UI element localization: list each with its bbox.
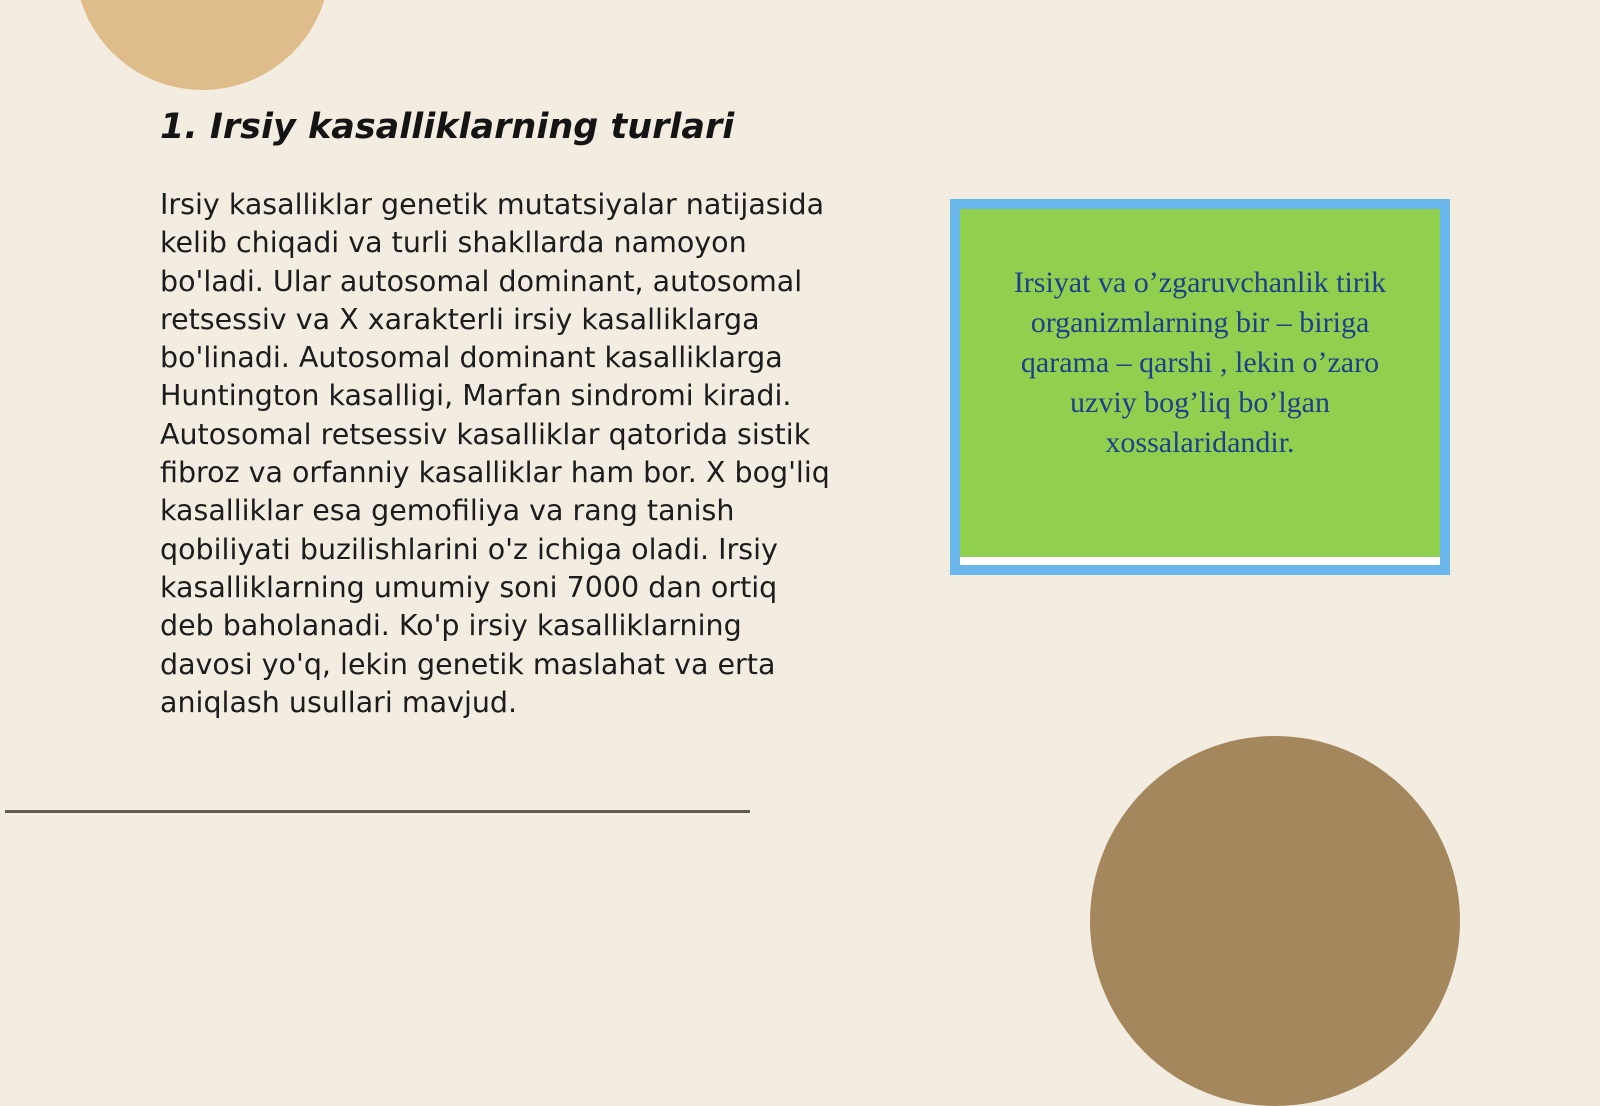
slide-body-text: Irsiy kasalliklar genetik mutatsiyalar natijasida kelib chiqadi va turli shakllarda namoyon bo'ladi. Ular autosomal dominant, autosomal retsessiv va X xarakterli irsiy kasalliklarga bo'linadi. Autosomal dominant kasalliklarga Huntington kasalligi, Marfan sindromi kiradi. Autosomal retsessiv kasalliklar qatorida sistik fibroz va orfanniy kasalliklar ham bor. X bog'liq kasalliklar esa gemofiliya va rang tanish qobiliyati buzilishlarini o'z ichiga oladi. Irsiy kasalliklarning umumiy soni 7000 dan ortiq deb baholanadi. Ko'p irsiy kasalliklarning davosi yo'q, lekin genetik maslahat va erta aniqlash usullari mavjud. [160,188,830,719]
quote-box-fill [960,209,1440,565]
quote-box [950,199,1450,575]
slide-title: 1. Irsiy kasalliklarning turlari [160,107,735,147]
quote-box-bottom-bar [960,557,1440,565]
decorative-circle-top [75,0,330,90]
decorative-circle-bottom [1090,736,1460,1106]
quote-text: Irsiyat va o’zgaruvchanlik tirik organizmlarning bir – biriga qarama – qarshi , lekin o’zaro uzviy bog’liq bo’lgan xossalaridandir. [1013,266,1387,459]
divider-line [5,810,750,813]
